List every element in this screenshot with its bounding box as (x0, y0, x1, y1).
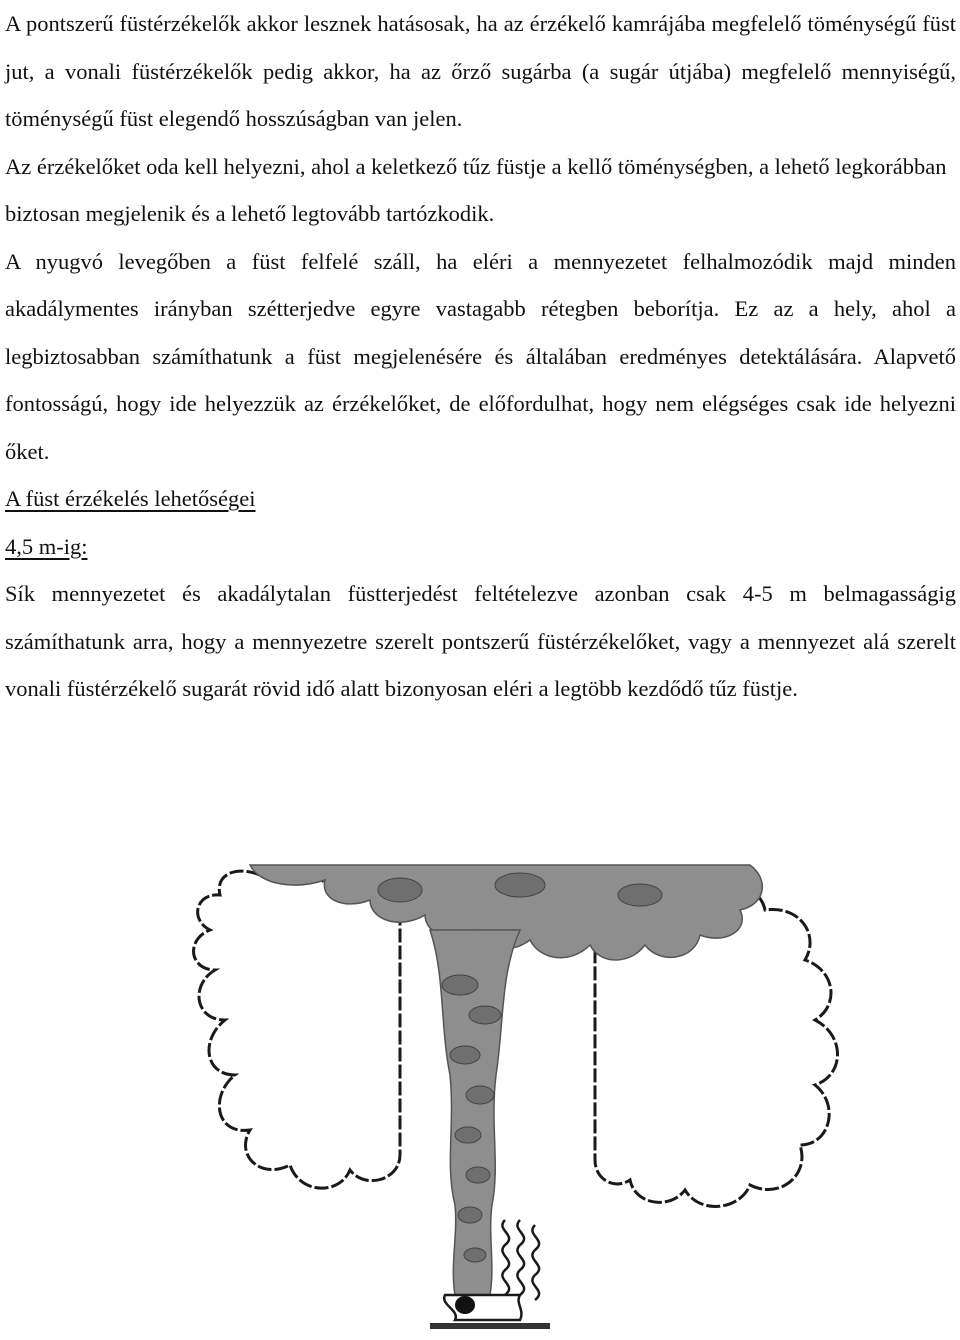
text-block (5, 0, 956, 713)
paragraph-smoke-behavior: A nyugvó levegőben a füst felfelé száll, ha eléri a mennyezetet felhalmozódik majd minden akadálymentes irányban szétterjedve egyre vastagabb rétegben beborítja. Ez az a hely, ahol a legbiztosabban számíthatunk a füst megjelenésére és általában eredményes detektálására. Alapvető fontosságú, hogy ide helyezzük az érzékelőket, de előfordulhat, hogy nem elégséges csak ide helyezni őket. (5, 248, 956, 464)
smoke-plume-illustration (100, 835, 960, 1340)
left-outline-cloud (194, 867, 400, 1189)
section-heading: A füst érzékelés lehetőségei (5, 486, 256, 511)
fire-base (430, 1323, 550, 1329)
paragraph-ceiling-height: Sík mennyezetet és akadálytalan füstterjedést feltételezve azonban csak 4-5 m belmagasságig számíthatunk arra, hogy a mennyezetre szerelt pontszerű füstérzékelőket, vagy a mennyezet alá szerelt vonali füstérzékelő sugarát rövid idő alatt bizonyosan eléri a legtöbb kezdődő tűz füstje. (5, 581, 956, 701)
smoke-plume-svg (100, 835, 960, 1340)
fire-core (455, 1296, 475, 1314)
paragraph-detector-effectiveness: A pontszerű füstérzékelők akkor lesznek hatásosak, ha az érzékelő kamrájába megfelelő töménységű füst jut, a vonali füstérzékelők pedig akkor, ha az őrző sugárba (a sugár útjába) megfelelő mennyiségű, töménységű füst elegendő hosszúságban van jelen. (5, 11, 956, 131)
sub-heading: 4,5 m-ig: (5, 533, 88, 559)
paragraph-detector-placement: Az érzékelőket oda kell helyezni, ahol a keletkező tűz füstje a kellő töménységben, a lehető legkorábban biztosan megjelenik és a lehető legtovább tartózkodik. (5, 153, 947, 226)
